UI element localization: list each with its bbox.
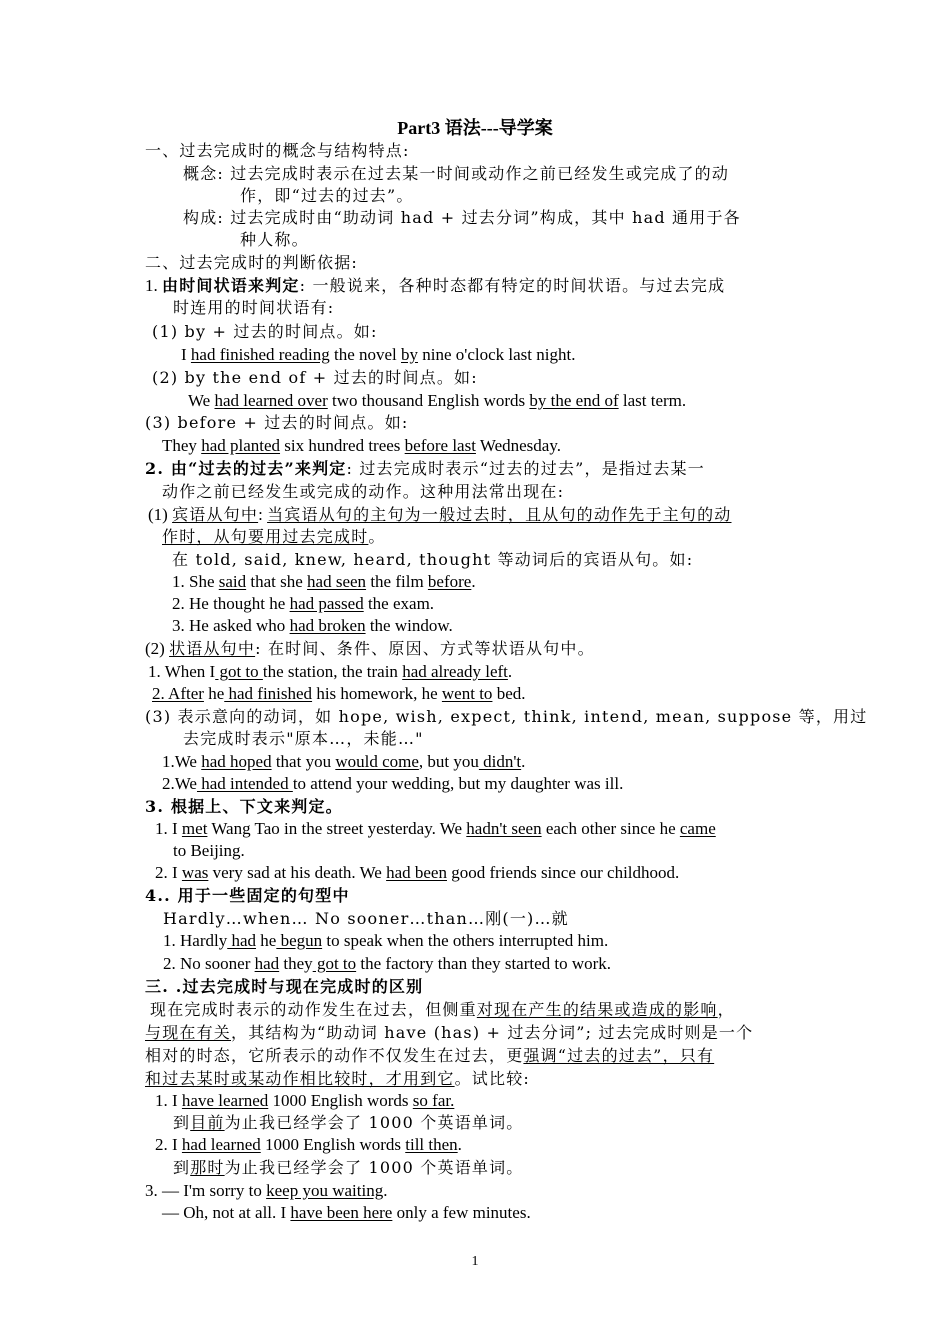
text-segment: to Beijing.: [173, 841, 245, 860]
text-line: [145, 976, 423, 998]
text-line: [173, 840, 245, 862]
text-line: [145, 275, 725, 297]
text-segment: 种人称。: [240, 230, 309, 249]
underlined-text: keep you waiting: [266, 1181, 384, 1200]
underlined-text: didn't: [478, 752, 522, 771]
text-segment: : 过去完成时表示“过去的过去”，是指过去某一: [346, 459, 705, 478]
text-line: [152, 683, 525, 705]
text-line: [145, 796, 343, 818]
underlined-text: have been here: [290, 1203, 393, 1222]
underlined-text: before last: [404, 436, 476, 455]
underlined-text: had learned: [181, 1135, 261, 1154]
text-line: [173, 297, 334, 319]
page-number: 1: [471, 1254, 479, 1269]
text-segment: 为止我已经学会了 1000 个英语单词。: [224, 1158, 524, 1177]
underlined-text: 宾语从句中: [172, 505, 259, 524]
text-segment: 1. When I: [148, 662, 216, 681]
text-line: [145, 412, 409, 434]
text-segment: .: [471, 572, 476, 591]
text-segment: 到: [173, 1158, 191, 1177]
underlined-text: was: [181, 863, 209, 882]
text-segment: bed.: [492, 684, 526, 703]
text-segment: two thousand English words: [327, 391, 530, 410]
page-title: Part3 语法---导学案: [397, 118, 553, 138]
text-segment: I: [181, 345, 191, 364]
text-line: [163, 953, 611, 975]
text-line: [173, 1157, 524, 1179]
underlined-text: had: [254, 954, 280, 973]
underlined-text: by: [401, 345, 419, 364]
text-line: [162, 1202, 531, 1224]
text-segment: (3) 表示意向的动词，如 hope, wish, expect, think, intend, mean, suppose 等，用过: [145, 707, 868, 726]
text-line: [172, 571, 476, 593]
text-segment: they: [279, 954, 313, 973]
text-line: [145, 252, 358, 274]
text-line: [162, 526, 386, 548]
text-segment: Wednesday.: [475, 436, 561, 455]
underlined-text: begun: [276, 931, 323, 950]
bold-text: 由时间状语来判定: [162, 276, 300, 295]
text-line: [155, 1090, 454, 1112]
text-segment: 现在完成时表示的动作发生在过去，但侧重: [150, 1000, 477, 1019]
text-segment: his homework, he: [312, 684, 442, 703]
text-segment: the station, the train: [262, 662, 403, 681]
underlined-text: had seen: [307, 572, 367, 591]
text-line: [145, 885, 350, 907]
text-segment: to speak when the others interrupted him.: [322, 931, 609, 950]
text-line: [152, 321, 378, 343]
text-segment: six hundred trees: [280, 436, 405, 455]
text-segment: the window.: [365, 616, 453, 635]
text-segment: (2) by the end of + 过去的时间点。如:: [152, 368, 478, 387]
text-line: [173, 1112, 524, 1134]
text-line: [145, 458, 705, 480]
bold-text: 三. .过去完成时与现在完成时的区别: [145, 977, 424, 996]
text-segment: last term.: [618, 391, 687, 410]
text-segment: good friends since our childhood.: [446, 863, 680, 882]
text-segment: 二、过去完成时的判断依据:: [145, 253, 358, 272]
text-segment: , but you: [418, 752, 479, 771]
text-segment: (1): [148, 505, 173, 524]
underlined-text: 2. After: [152, 684, 204, 703]
text-segment: 在 told, said, knew, heard, thought 等动词后的宾语从句。如:: [172, 550, 694, 569]
text-segment: Wang Tao in the street yesterday. We: [207, 819, 467, 838]
text-line: [172, 549, 693, 571]
text-line: [172, 593, 434, 615]
underlined-text: got to: [312, 954, 357, 973]
underlined-text: hadn't seen: [466, 819, 542, 838]
underlined-text: 与现在有关: [145, 1023, 232, 1042]
text-segment: he: [256, 931, 277, 950]
text-segment: the film: [366, 572, 428, 591]
text-line: [188, 390, 686, 412]
text-segment: 3. He asked who: [172, 616, 290, 635]
underlined-text: so far.: [412, 1091, 455, 1110]
text-segment: 到: [173, 1113, 191, 1132]
text-segment: .: [457, 1135, 462, 1154]
text-segment: : 在时间、条件、原因、方式等状语从句中。: [255, 639, 595, 658]
text-segment: 。: [368, 527, 386, 546]
text-line: [145, 1068, 530, 1090]
text-segment: only a few minutes.: [392, 1203, 531, 1222]
underlined-text: before: [427, 572, 472, 591]
text-segment: he: [203, 684, 225, 703]
underlined-text: met: [181, 819, 208, 838]
text-segment: 作，即“过去的过去”。: [240, 186, 414, 205]
underlined-text: 状语从句中: [169, 639, 256, 658]
text-line: [155, 1134, 462, 1156]
underlined-text: 强调“过去的过去”，只有: [523, 1046, 715, 1065]
text-line: [145, 1180, 387, 1202]
text-line: [155, 818, 716, 840]
text-segment: .: [383, 1181, 388, 1200]
text-segment: 一、过去完成时的概念与结构特点:: [145, 141, 410, 160]
text-segment: 1000 English words: [260, 1135, 406, 1154]
text-line: [183, 163, 729, 185]
text-segment: 1. I: [155, 819, 182, 838]
text-segment: 构成: 过去完成时由“助动词 had + 过去分词”构成，其中 had 通用于各: [183, 208, 741, 227]
text-line: [162, 435, 561, 457]
underlined-text: would come: [335, 752, 419, 771]
underlined-text: had intended: [196, 774, 293, 793]
text-segment: the factory than they started to work.: [356, 954, 612, 973]
text-segment: 2. No sooner: [163, 954, 255, 973]
text-segment: They: [162, 436, 202, 455]
text-segment: (3) before + 过去的时间点。如:: [145, 413, 409, 432]
text-segment: (2): [145, 639, 170, 658]
text-line: [183, 207, 741, 229]
text-line: [172, 615, 453, 637]
text-line: [162, 773, 623, 795]
text-segment: 时连用的时间状语有:: [173, 298, 335, 317]
underlined-text: till then: [405, 1135, 458, 1154]
text-segment: nine o'clock last night.: [418, 345, 576, 364]
underlined-text: have learned: [181, 1091, 269, 1110]
underlined-text: had finished: [224, 684, 313, 703]
text-segment: 去完成时表示"原本…，未能…": [183, 729, 424, 748]
text-segment: 。试比较:: [454, 1069, 531, 1088]
underlined-text: 那时: [190, 1158, 225, 1177]
underlined-text: had broken: [289, 616, 366, 635]
text-line: [145, 1022, 753, 1044]
text-segment: 2. I: [155, 1135, 182, 1154]
bold-text: 4.. 用于一些固定的句型中: [145, 886, 350, 905]
text-line: [240, 229, 309, 251]
underlined-text: had hoped: [201, 752, 272, 771]
underlined-text: 对现在产生的结果或造成的影响: [476, 1000, 718, 1019]
text-line: [155, 862, 679, 884]
text-segment: each other since he: [541, 819, 680, 838]
text-segment: Hardly…when… No sooner…than…刚(一)…就: [163, 909, 569, 928]
text-segment: .: [521, 752, 526, 771]
text-segment: 2. He thought he: [172, 594, 290, 613]
underlined-text: said: [218, 572, 247, 591]
text-segment: 2.We: [162, 774, 197, 793]
text-segment: ，其结构为“助动词 have (has) + 过去分词”; 过去完成时则是一个: [231, 1023, 754, 1042]
text-segment: 相对的时态，它所表示的动作不仅发生在过去，更: [145, 1046, 524, 1065]
underlined-text: came: [679, 819, 716, 838]
text-line: [162, 751, 525, 773]
text-segment: 1. I: [155, 1091, 182, 1110]
text-segment: :: [258, 505, 268, 524]
text-line: [145, 706, 867, 728]
underlined-text: had learned over: [214, 391, 328, 410]
text-line: [163, 908, 569, 930]
bold-text: 3. 根据上、下文来判定。: [145, 797, 343, 816]
text-segment: 1.: [145, 276, 162, 295]
text-line: [145, 638, 595, 660]
text-segment: (1) by + 过去的时间点。如:: [152, 322, 378, 341]
underlined-text: 目前: [190, 1113, 225, 1132]
underlined-text: had finished reading: [190, 345, 330, 364]
text-line: [162, 481, 564, 503]
text-segment: 概念: 过去完成时表示在过去某一时间或动作之前已经发生或完成了的动: [183, 164, 730, 183]
text-segment: 1.We: [162, 752, 202, 771]
text-line: [145, 140, 410, 162]
bold-text: 2. 由“过去的过去”来判定: [145, 459, 347, 478]
underlined-text: had been: [386, 863, 447, 882]
underlined-text: had passed: [289, 594, 364, 613]
text-line: [163, 930, 608, 952]
text-segment: We: [188, 391, 215, 410]
text-segment: the novel: [329, 345, 402, 364]
text-line: [240, 185, 414, 207]
text-line: [183, 728, 424, 750]
text-line: [148, 504, 731, 526]
text-segment: 1000 English words: [268, 1091, 413, 1110]
text-segment: ，: [717, 1000, 735, 1019]
text-segment: that you: [271, 752, 336, 771]
text-segment: to attend your wedding, but my daughter was ill.: [292, 774, 624, 793]
text-segment: : 一般说来，各种时态都有特定的时间状语。与过去完成: [299, 276, 726, 295]
text-segment: 2. I: [155, 863, 182, 882]
underlined-text: 当宾语从句的主句为一般过去时，且从句的动作先于主句的动: [267, 505, 732, 524]
underlined-text: had already left: [402, 662, 508, 681]
underlined-text: 和过去某时或某动作相比较时，才用到它: [145, 1069, 455, 1088]
text-line: [152, 367, 478, 389]
text-segment: 1. Hardly: [163, 931, 228, 950]
underlined-text: by the end of: [529, 391, 619, 410]
underlined-text: had planted: [201, 436, 281, 455]
text-line: [148, 661, 512, 683]
text-segment: very sad at his death. We: [208, 863, 387, 882]
text-line: [150, 999, 735, 1021]
text-segment: the exam.: [363, 594, 435, 613]
text-segment: — Oh, not at all. I: [162, 1203, 291, 1222]
underlined-text: 作时，从句要用过去完成时: [162, 527, 369, 546]
underlined-text: had: [227, 931, 257, 950]
text-segment: 3. — I'm sorry to: [145, 1181, 267, 1200]
underlined-text: got to: [215, 662, 263, 681]
text-segment: that she: [246, 572, 308, 591]
text-line: [145, 1045, 714, 1067]
text-segment: .: [507, 662, 513, 681]
text-segment: 1. She: [172, 572, 219, 591]
text-segment: 动作之前已经发生或完成的动作。这种用法常出现在:: [162, 482, 565, 501]
underlined-text: went to: [441, 684, 493, 703]
text-line: [181, 344, 575, 366]
text-segment: 为止我已经学会了 1000 个英语单词。: [224, 1113, 524, 1132]
